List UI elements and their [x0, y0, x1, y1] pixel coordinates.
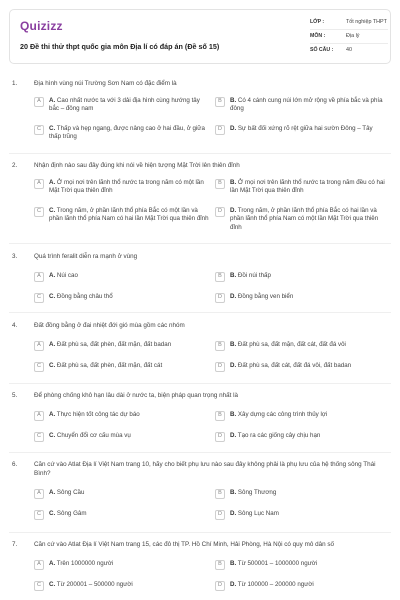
option-b[interactable] [215, 411, 385, 421]
question-number: 7. [12, 541, 18, 548]
option-text: Sông Gâm [56, 510, 87, 517]
option-text: Ở mọi nơi trên lãnh thổ nước ta trong năm có một lần Mặt Trời qua thiên đỉnh [49, 179, 204, 195]
option-letter: D [215, 581, 225, 591]
worksheet-header [9, 9, 391, 64]
question-7 [9, 541, 391, 599]
option-key: C. [49, 125, 56, 132]
question-number: 3. [12, 253, 18, 260]
question-text: Để phòng chống khô hạn lâu dài ở nước ta, biện pháp quan trọng nhất là [34, 392, 238, 399]
option-key: D. [230, 293, 237, 300]
option-key: C. [49, 207, 56, 214]
question-text: Địa hình vùng núi Trường Sơn Nam có đặc điểm là [34, 80, 177, 87]
option-letter: B [215, 489, 225, 499]
option-d[interactable] [215, 362, 385, 372]
question-text: Căn cứ vào Atlat Địa lí Việt Nam trang 15, các đô thị TP. Hồ Chí Minh, Hải Phòng, Hà Nội có quy mô dân số [34, 541, 334, 548]
option-key: A. [49, 341, 56, 348]
option-letter: D [215, 207, 225, 217]
option-key: D. [230, 581, 237, 588]
option-key: B. [230, 179, 237, 186]
option-key: B. [230, 489, 237, 496]
option-letter: C [34, 207, 44, 217]
meta-label: LỚP : [310, 18, 325, 25]
question-text: Căn cứ vào Atlat Địa lí Việt Nam trang 10, hãy cho biết phụ lưu nào sau đây không phải là phụ lưu của hệ thống sông Thái Bình? [34, 461, 376, 477]
option-letter: D [215, 293, 225, 303]
option-text: Đồng bằng ven biển [237, 293, 294, 300]
meta-label: MÔN : [310, 32, 326, 39]
question-divider [9, 532, 391, 533]
question-6 [9, 461, 391, 531]
question-divider [9, 312, 391, 313]
question-text: Quá trình feralit diễn ra mạnh ở vùng [34, 253, 138, 260]
option-letter: A [34, 560, 44, 570]
option-key: A. [49, 489, 56, 496]
option-a[interactable] [34, 560, 209, 570]
meta-value: Địa lý [346, 32, 360, 39]
question-number: 4. [12, 322, 18, 329]
option-letter: A [34, 489, 44, 499]
question-number: 6. [12, 461, 18, 468]
option-text: Đồi núi thấp [237, 272, 271, 279]
option-text: Sông Lục Nam [237, 510, 279, 517]
option-key: C. [49, 510, 56, 517]
option-key: B. [230, 272, 237, 279]
option-key: B. [230, 97, 237, 104]
option-text: Tạo ra các giống cây chịu hạn [237, 432, 321, 439]
option-b[interactable] [215, 97, 385, 114]
option-text: Núi cao [56, 272, 78, 279]
option-d[interactable] [215, 125, 385, 135]
option-text: Đất phù sa, đất phèn, đất mặn, đất badan [56, 341, 172, 348]
option-letter: C [34, 432, 44, 442]
option-letter: B [215, 272, 225, 282]
question-divider [9, 452, 391, 453]
option-key: D. [230, 362, 237, 369]
option-c[interactable] [34, 432, 209, 442]
option-key: C. [49, 293, 56, 300]
option-text: Đất phù sa, đất phèn, đất mặn, đất cát [56, 362, 163, 369]
option-text: Đất phù sa, đất cát, đất đá vôi, đất badan [237, 362, 352, 369]
option-key: C. [49, 362, 56, 369]
option-key: D. [230, 125, 237, 132]
option-c[interactable] [34, 207, 209, 224]
worksheet-title: 20 Đề thi thử thpt quốc gia môn Địa lí có đáp án (Đề số 15) [20, 42, 220, 51]
option-d[interactable] [215, 432, 385, 442]
meta-label: SỐ CÂU : [310, 47, 334, 54]
option-key: D. [230, 510, 237, 517]
option-b[interactable] [215, 341, 385, 351]
option-letter: A [34, 341, 44, 351]
option-letter: A [34, 97, 44, 107]
option-key: A. [49, 97, 56, 104]
option-letter: B [215, 411, 225, 421]
option-d[interactable] [215, 293, 385, 303]
option-text: Từ 200001 – 500000 người [56, 581, 133, 588]
meta-row-subject [310, 30, 388, 44]
option-key: A. [49, 411, 56, 418]
question-number: 2. [12, 162, 18, 169]
option-text: Đồng bằng châu thổ [56, 293, 113, 300]
option-letter: D [215, 432, 225, 442]
option-key: A. [49, 272, 56, 279]
option-b[interactable] [215, 489, 385, 499]
option-key: A. [49, 560, 56, 567]
option-letter: D [215, 362, 225, 372]
option-letter: D [215, 125, 225, 135]
question-3 [9, 253, 391, 313]
question-1 [9, 80, 391, 152]
option-letter: B [215, 179, 225, 189]
option-text: Sự bất đối xứng rõ rệt giữa hai sườn Đông – Tây [237, 125, 373, 132]
option-key: B. [230, 341, 237, 348]
option-text: Thực hiện tốt công tác dự báo [56, 411, 140, 418]
option-d[interactable] [215, 510, 385, 520]
option-letter: A [34, 272, 44, 282]
option-key: C. [49, 581, 56, 588]
option-d[interactable] [215, 207, 385, 232]
option-a[interactable] [34, 97, 209, 114]
option-c[interactable] [34, 362, 209, 372]
option-text: Trong năm, ở phần lãnh thổ phía Bắc có một lần và phần lãnh thổ phía Nam có hai lần Mặt Trời qua thiên đỉnh [49, 207, 209, 223]
meta-row-count [310, 44, 388, 58]
meta-value: 40 [346, 47, 352, 54]
option-b[interactable] [215, 272, 385, 282]
option-c[interactable] [34, 510, 209, 520]
option-d[interactable] [215, 581, 385, 591]
option-a[interactable] [34, 411, 209, 421]
option-a[interactable] [34, 272, 209, 282]
question-2 [9, 162, 391, 244]
option-letter: C [34, 125, 44, 135]
option-text: Thấp và hẹp ngang, được nâng cao ở hai đầu, ở giữa thấp trũng [49, 125, 205, 141]
option-letter: C [34, 510, 44, 520]
question-number: 1. [12, 80, 18, 87]
option-b[interactable] [215, 179, 385, 196]
option-key: D. [230, 432, 237, 439]
question-divider [9, 243, 391, 244]
option-c[interactable] [34, 581, 209, 591]
option-b[interactable] [215, 560, 385, 570]
option-letter: D [215, 510, 225, 520]
option-text: Chuyển đổi cơ cấu mùa vụ [56, 432, 131, 439]
meta-value: Tốt nghiệp THPT [346, 18, 387, 25]
option-letter: C [34, 581, 44, 591]
question-number: 5. [12, 392, 18, 399]
option-text: Trong năm, ở phần lãnh thổ phía Bắc có hai lần và phần lãnh thổ phía Nam có một lần Mặt Trời qua thiên đỉnh [230, 207, 379, 231]
question-divider [9, 153, 391, 154]
option-letter: C [34, 362, 44, 372]
option-c[interactable] [34, 293, 209, 303]
option-c[interactable] [34, 125, 209, 142]
option-key: B. [230, 411, 237, 418]
option-letter: A [34, 179, 44, 189]
option-letter: B [215, 341, 225, 351]
option-a[interactable] [34, 179, 209, 196]
option-key: A. [49, 179, 56, 186]
option-text: Sông Cầu [56, 489, 85, 496]
option-a[interactable] [34, 341, 209, 351]
meta-table [310, 16, 388, 58]
option-key: C. [49, 432, 56, 439]
meta-row-class [310, 16, 388, 30]
option-letter: B [215, 560, 225, 570]
quizizz-logo: Quizizz [20, 19, 63, 33]
option-letter: A [34, 411, 44, 421]
question-5 [9, 392, 391, 452]
option-a[interactable] [34, 489, 209, 499]
option-text: Từ 100000 – 200000 người [237, 581, 314, 588]
option-letter: B [215, 97, 225, 107]
option-text: Ở mọi nơi trên lãnh thổ nước ta trong năm đều có hai lần Mặt Trời qua thiên đỉnh [230, 179, 385, 195]
question-divider [9, 383, 391, 384]
option-text: Sông Thương [237, 489, 277, 496]
option-text: Xây dựng các công trình thủy lợi [237, 411, 328, 418]
question-text: Đất đồng bằng ở đai nhiệt đới gió mùa gồm các nhóm [34, 322, 185, 329]
option-letter: C [34, 293, 44, 303]
option-text: Có 4 cánh cung núi lớn mở rộng về phía bắc và phía đông [230, 97, 383, 113]
option-text: Từ 500001 – 1000000 người [237, 560, 318, 567]
question-4 [9, 322, 391, 382]
option-text: Trên 1000000 người [56, 560, 114, 567]
question-text: Nhận định nào sau đây đúng khi nói về hiện tượng Mặt Trời lên thiên đỉnh [34, 162, 240, 169]
option-key: B. [230, 560, 237, 567]
option-text: Cao nhất nước ta với 3 dải địa hình cùng hướng tây bắc – đông nam [49, 97, 200, 113]
option-key: D. [230, 207, 237, 214]
option-text: Đất phù sa, đất mặn, đất cát, đất đá vôi [237, 341, 346, 348]
